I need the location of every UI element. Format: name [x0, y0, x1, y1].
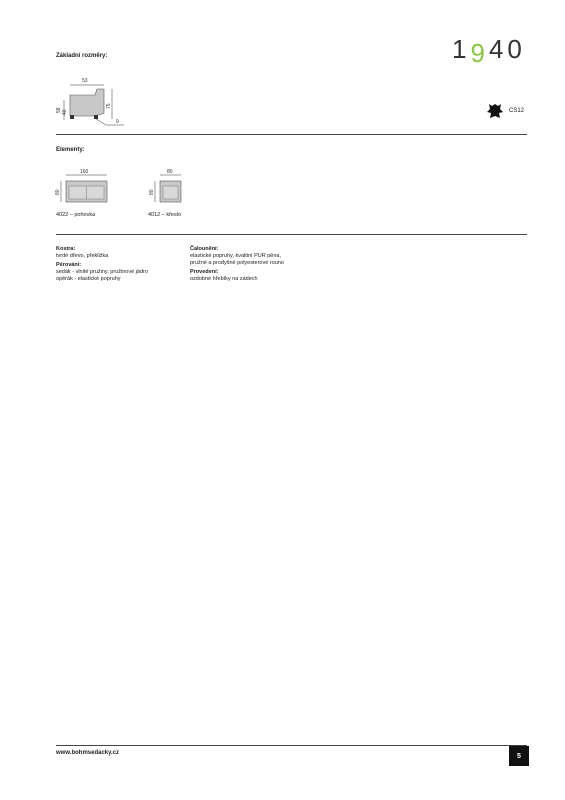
spec-finish-text: ozdobné hřebíky na zádech — [190, 276, 258, 282]
divider-top — [56, 134, 527, 135]
logo-suffix: 40 — [488, 34, 526, 64]
footer-url[interactable]: www.bohmsedacky.cz — [56, 750, 120, 756]
sofa-plan-diagram — [54, 168, 114, 210]
spec-frame-text: tvrdé dřevo, překližka — [56, 253, 109, 259]
spec-springs-text: sedák - vlnité pružiny, pružinové jádro opěrák - elastické popruhy — [56, 269, 148, 282]
armchair-plan-diagram — [147, 168, 187, 210]
profile-seat-height-outer: 58 — [56, 107, 62, 113]
specs-left-column — [56, 246, 186, 283]
basic-dimensions-title: Základní rozměry: — [56, 53, 108, 59]
spec-frame-label: Kostra: — [56, 246, 76, 252]
leather-hide-icon — [486, 103, 504, 119]
sofa-caption: 4022 – pohovka — [56, 212, 96, 218]
logo-prefix: 1 — [452, 34, 471, 64]
spec-springs-label: Pérování: — [56, 262, 82, 268]
logo-accent: 9 — [470, 38, 489, 68]
armchair-caption: 4012 – křeslo — [148, 212, 182, 218]
armchair-profile-diagram — [52, 75, 132, 130]
specs-right-column — [190, 246, 350, 283]
divider-middle — [56, 234, 527, 235]
profile-total-height: 75 — [106, 103, 112, 109]
profile-width-label: 53 — [82, 78, 88, 84]
profile-seat-height-inner: 40 — [62, 109, 68, 115]
spec-upholstery-text: elastické popruhy, kvalitní PUR pěna, pružné a prodyšné polyesterové rouno — [190, 253, 284, 266]
leather-code: CS12 — [509, 108, 525, 114]
sofa-depth-label: 80 — [55, 189, 61, 195]
divider-footer — [56, 745, 527, 746]
armchair-depth-label: 80 — [149, 189, 155, 195]
profile-tilt-label: 9 — [116, 119, 119, 125]
elements-title: Elementy: — [56, 147, 85, 153]
sofa-width-label: 160 — [80, 169, 89, 175]
armchair-width-label: 80 — [167, 169, 173, 175]
spec-finish-label: Provedení: — [190, 269, 219, 275]
spec-upholstery-label: Čalounění: — [190, 246, 219, 252]
brand-logo — [452, 34, 526, 68]
page-number: 5 — [509, 746, 529, 766]
